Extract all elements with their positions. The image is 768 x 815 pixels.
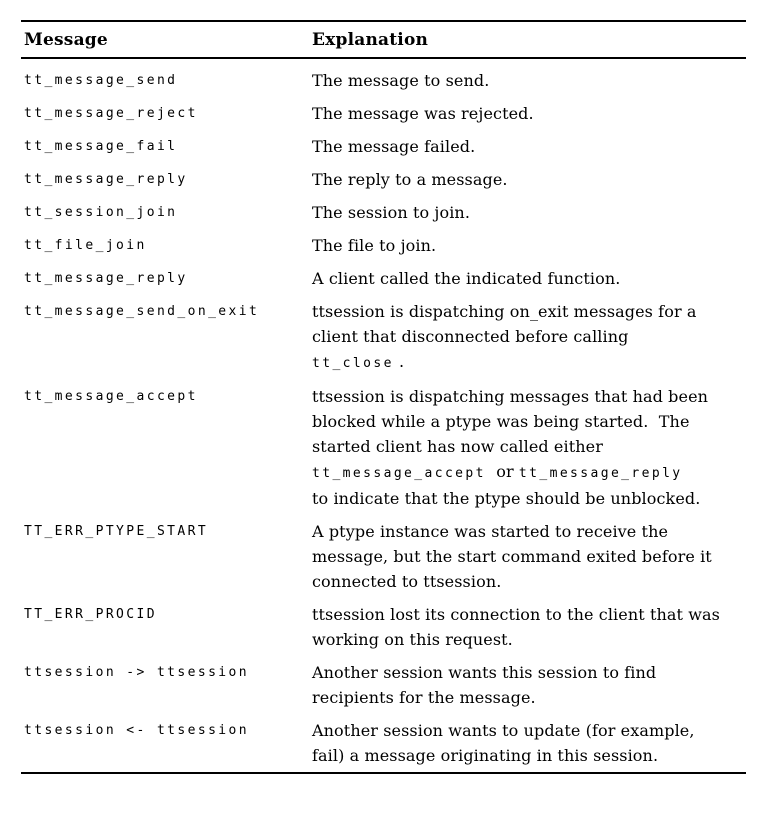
explanation-cell [312,602,746,652]
table-row [21,380,746,515]
table-row [21,262,746,295]
explanation-text: ttsession is dispatching messages that had been [312,387,709,406]
explanation-cell [312,519,746,594]
explanation-line [312,486,746,511]
explanation-cell [312,200,746,225]
message-cell: tt_message_reply [24,271,188,286]
explanation-cell [312,101,746,126]
explanation-text: ttsession is dispatching on_exit messages for a [312,302,697,321]
message-cell: tt_message_reject [24,106,198,121]
table-body [21,59,746,772]
explanation-text: recipients for the message. [312,688,536,707]
table-row [21,163,746,196]
explanation-line [312,68,746,93]
explanation-text: to indicate that the ptype should be unblocked. [312,489,701,508]
table-row [21,656,746,714]
inline-code: tt_message_accept [312,466,486,481]
explanation-text: The reply to a message. [312,170,508,189]
explanation-cell [312,660,746,710]
message-cell: tt_file_join [24,238,147,253]
message-cell: tt_message_accept [24,389,198,404]
explanation-line [312,743,746,768]
table-row [21,598,746,656]
explanation-cell [312,266,746,291]
table-row [21,229,746,262]
explanation-line [312,434,746,459]
explanation-line [312,660,746,685]
message-cell: tt_message_send_on_exit [24,304,260,319]
message-cell: tt_message_fail [24,139,178,154]
explanation-text: blocked while a ptype was being started. The [312,412,690,431]
explanation-text: A ptype instance was started to receive the [312,522,669,541]
reference-table [21,20,746,774]
explanation-line [312,384,746,409]
explanation-text: started client has now called either [312,437,603,456]
explanation-text: Another session wants to update (for example, [312,721,695,740]
explanation-text: The session to join. [312,203,471,222]
explanation-line [312,324,746,349]
explanation-text: The message to send. [312,71,490,90]
explanation-cell [312,384,746,511]
message-cell: tt_message_send [24,73,178,88]
explanation-line [312,134,746,159]
explanation-text: or [485,462,519,481]
column-header-explanation: Explanation [312,30,429,50]
message-cell: tt_session_join [24,205,178,220]
explanation-line [312,233,746,258]
explanation-line [312,718,746,743]
explanation-text: The message failed. [312,137,476,156]
table-row [21,97,746,130]
table-row [21,714,746,772]
explanation-text: The file to join. [312,236,437,255]
explanation-line [312,266,746,291]
explanation-text: connected to ttsession. [312,572,502,591]
explanation-line [312,544,746,569]
explanation-text: client that disconnected before calling [312,327,629,346]
explanation-line [312,459,746,486]
explanation-cell [312,233,746,258]
explanation-text: fail) a message originating in this session. [312,746,659,765]
explanation-cell [312,134,746,159]
explanation-text: . [393,352,405,371]
explanation-line [312,101,746,126]
explanation-line [312,349,746,376]
table-row [21,130,746,163]
explanation-line [312,167,746,192]
explanation-text: The message was rejected. [312,104,534,123]
table-row [21,515,746,598]
explanation-line [312,200,746,225]
explanation-text: ttsession lost its connection to the client that was [312,605,720,624]
explanation-line [312,685,746,710]
explanation-line [312,299,746,324]
column-header-message: Message [24,30,108,50]
table-row [21,196,746,229]
explanation-cell [312,718,746,768]
explanation-text: message, but the start command exited before it [312,547,712,566]
message-cell: ttsession -> ttsession [24,665,249,680]
explanation-cell [312,68,746,93]
inline-code: tt_message_reply [518,466,683,481]
explanation-line [312,569,746,594]
explanation-cell [312,299,746,376]
table-header-row [21,22,746,57]
message-cell: TT_ERR_PTYPE_START [24,524,209,539]
explanation-line [312,519,746,544]
explanation-line [312,409,746,434]
explanation-text: A client called the indicated function. [312,269,621,288]
table-row [21,64,746,97]
message-cell: TT_ERR_PROCID [24,607,157,622]
explanation-text: Another session wants this session to find [312,663,657,682]
message-cell: ttsession <- ttsession [24,723,249,738]
explanation-line [312,602,746,627]
explanation-cell [312,167,746,192]
explanation-text: working on this request. [312,630,513,649]
message-cell: tt_message_reply [24,172,188,187]
explanation-line [312,627,746,652]
inline-code: tt_close [312,356,394,371]
bottom-rule [21,772,746,774]
table-row [21,295,746,380]
